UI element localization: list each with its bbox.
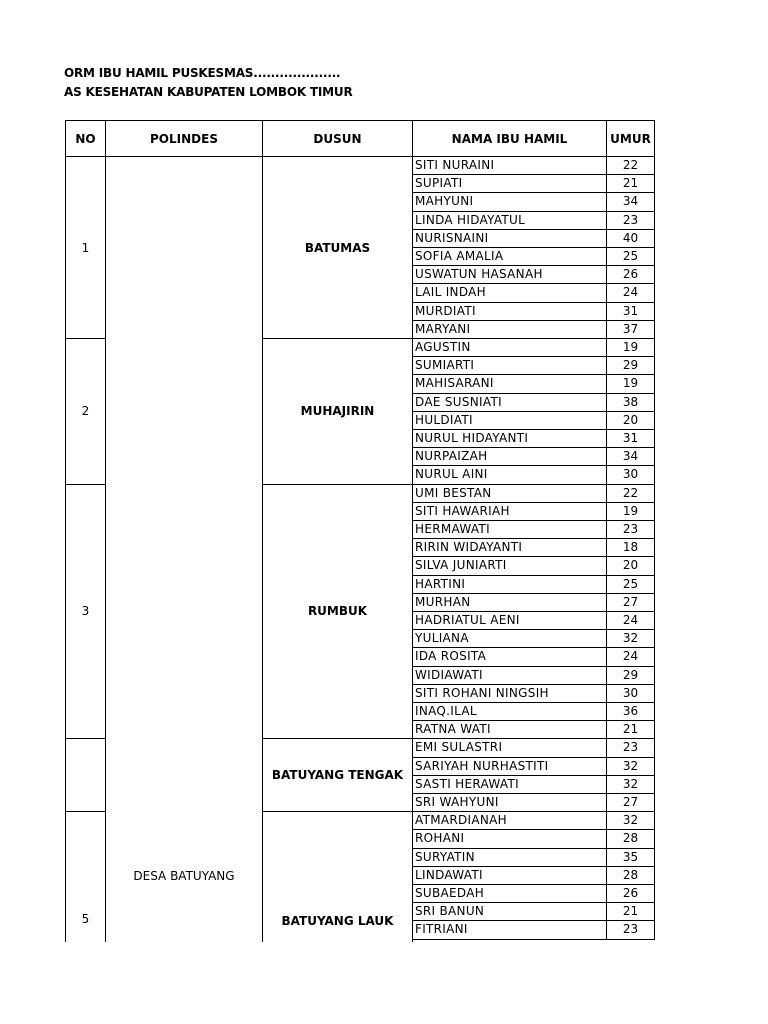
name-cell: MURDIATI <box>413 303 607 321</box>
age-cell: 32 <box>607 630 655 648</box>
name-cell: SITI ROHANI NINGSIH <box>413 685 607 703</box>
name-cell: DAE SUSNIATI <box>413 394 607 412</box>
name-cell: ATMARDIANAH <box>413 812 607 830</box>
age-cell: 25 <box>607 248 655 266</box>
name-cell: HERMAWATI <box>413 521 607 539</box>
name-cell: NURPAIZAH <box>413 448 607 466</box>
age-cell: 23 <box>607 212 655 230</box>
dusun-cell: RUMBUK <box>263 485 413 740</box>
age-cell: 31 <box>607 303 655 321</box>
age-cell: 20 <box>607 557 655 575</box>
name-cell: MARYANI <box>413 321 607 339</box>
age-cell: 23 <box>607 921 655 939</box>
dusun-cell: BATUMAS <box>263 157 413 339</box>
header-umur: UMUR <box>607 120 655 157</box>
name-cell: SILVA JUNIARTI <box>413 557 607 575</box>
age-cell: 20 <box>607 412 655 430</box>
name-cell: HADRIATUL AENI <box>413 612 607 630</box>
name-cell: WIDIAWATI <box>413 667 607 685</box>
name-cell: NURUL AINI <box>413 466 607 484</box>
age-cell: 34 <box>607 193 655 211</box>
age-cell: 34 <box>607 448 655 466</box>
polindes-cell: DESA BATUYANG <box>106 157 263 942</box>
name-cell: SARIYAH NURHASTITI <box>413 758 607 776</box>
name-cell: USWATUN HASANAH <box>413 266 607 284</box>
group-number-cell: 3 <box>65 485 106 740</box>
name-cell: SUBAEDAH <box>413 885 607 903</box>
age-cell: 19 <box>607 339 655 357</box>
name-cell: HULDIATI <box>413 412 607 430</box>
age-cell: 35 <box>607 849 655 867</box>
age-cell: 24 <box>607 612 655 630</box>
age-cell: 29 <box>607 667 655 685</box>
pregnant-women-table <box>65 120 655 942</box>
header-no: NO <box>65 120 106 157</box>
name-cell: SASTI HERAWATI <box>413 776 607 794</box>
name-cell: FITRIANI <box>413 921 607 939</box>
age-cell: 37 <box>607 321 655 339</box>
age-cell: 29 <box>607 357 655 375</box>
name-cell: NURUL HIDAYANTI <box>413 430 607 448</box>
age-cell: 26 <box>607 266 655 284</box>
age-cell: 25 <box>607 576 655 594</box>
name-cell: EMI SULASTRI <box>413 739 607 757</box>
name-cell: SUPIATI <box>413 175 607 193</box>
form-subtitle: AS KESEHATAN KABUPATEN LOMBOK TIMUR <box>64 85 353 99</box>
name-cell: MAHYUNI <box>413 193 607 211</box>
age-cell: 23 <box>607 521 655 539</box>
name-cell: NURISNAINI <box>413 230 607 248</box>
name-cell: SURYATIN <box>413 849 607 867</box>
name-cell: LAIL INDAH <box>413 284 607 302</box>
name-cell: YULIANA <box>413 630 607 648</box>
header-polindes: POLINDES <box>106 120 263 157</box>
name-cell: LINDAWATI <box>413 867 607 885</box>
name-cell: MURHAN <box>413 594 607 612</box>
name-cell: ROHANI <box>413 830 607 848</box>
age-cell: 36 <box>607 703 655 721</box>
name-cell: RIRIN WIDAYANTI <box>413 539 607 557</box>
age-cell: 26 <box>607 885 655 903</box>
age-cell: 30 <box>607 685 655 703</box>
age-cell: 30 <box>607 466 655 484</box>
name-cell: SRI WAHYUNI <box>413 794 607 812</box>
age-cell: 21 <box>607 903 655 921</box>
age-cell: 18 <box>607 539 655 557</box>
group-number-cell <box>65 739 106 812</box>
name-cell: SRI BANUN <box>413 903 607 921</box>
name-cell: SITI HAWARIAH <box>413 503 607 521</box>
age-cell: 19 <box>607 503 655 521</box>
age-cell: 27 <box>607 594 655 612</box>
group-number-cell: 5 <box>65 812 106 942</box>
age-cell: 40 <box>607 230 655 248</box>
age-cell: 23 <box>607 739 655 757</box>
age-cell: 24 <box>607 648 655 666</box>
name-cell: IDA ROSITA <box>413 648 607 666</box>
name-cell: SUMIARTI <box>413 357 607 375</box>
form-title: ORM IBU HAMIL PUSKESMAS.................... <box>64 66 341 80</box>
age-cell: 38 <box>607 394 655 412</box>
age-cell: 21 <box>607 175 655 193</box>
name-cell: MAHISARANI <box>413 375 607 393</box>
header-dusun: DUSUN <box>263 120 413 157</box>
age-cell: 21 <box>607 721 655 739</box>
dusun-cell: MUHAJIRIN <box>263 339 413 485</box>
age-cell: 32 <box>607 758 655 776</box>
age-cell: 32 <box>607 812 655 830</box>
name-cell: AGUSTIN <box>413 339 607 357</box>
header-nama: NAMA IBU HAMIL <box>413 120 607 157</box>
age-cell: 27 <box>607 794 655 812</box>
name-cell: HARTINI <box>413 576 607 594</box>
name-cell: SOFIA AMALIA <box>413 248 607 266</box>
age-cell: 28 <box>607 867 655 885</box>
name-cell: RATNA WATI <box>413 721 607 739</box>
dusun-cell: BATUYANG LAUK <box>263 812 413 942</box>
age-cell: 24 <box>607 284 655 302</box>
name-cell: LINDA HIDAYATUL <box>413 212 607 230</box>
group-number-cell: 1 <box>65 157 106 339</box>
age-cell: 22 <box>607 485 655 503</box>
age-cell: 22 <box>607 157 655 175</box>
dusun-cell: BATUYANG TENGAK <box>263 739 413 812</box>
age-cell: 32 <box>607 776 655 794</box>
age-cell: 19 <box>607 375 655 393</box>
age-cell: 31 <box>607 430 655 448</box>
name-cell: UMI BESTAN <box>413 485 607 503</box>
name-cell: INAQ.ILAL <box>413 703 607 721</box>
group-number-cell: 2 <box>65 339 106 485</box>
name-cell: SITI NURAINI <box>413 157 607 175</box>
age-cell: 28 <box>607 830 655 848</box>
